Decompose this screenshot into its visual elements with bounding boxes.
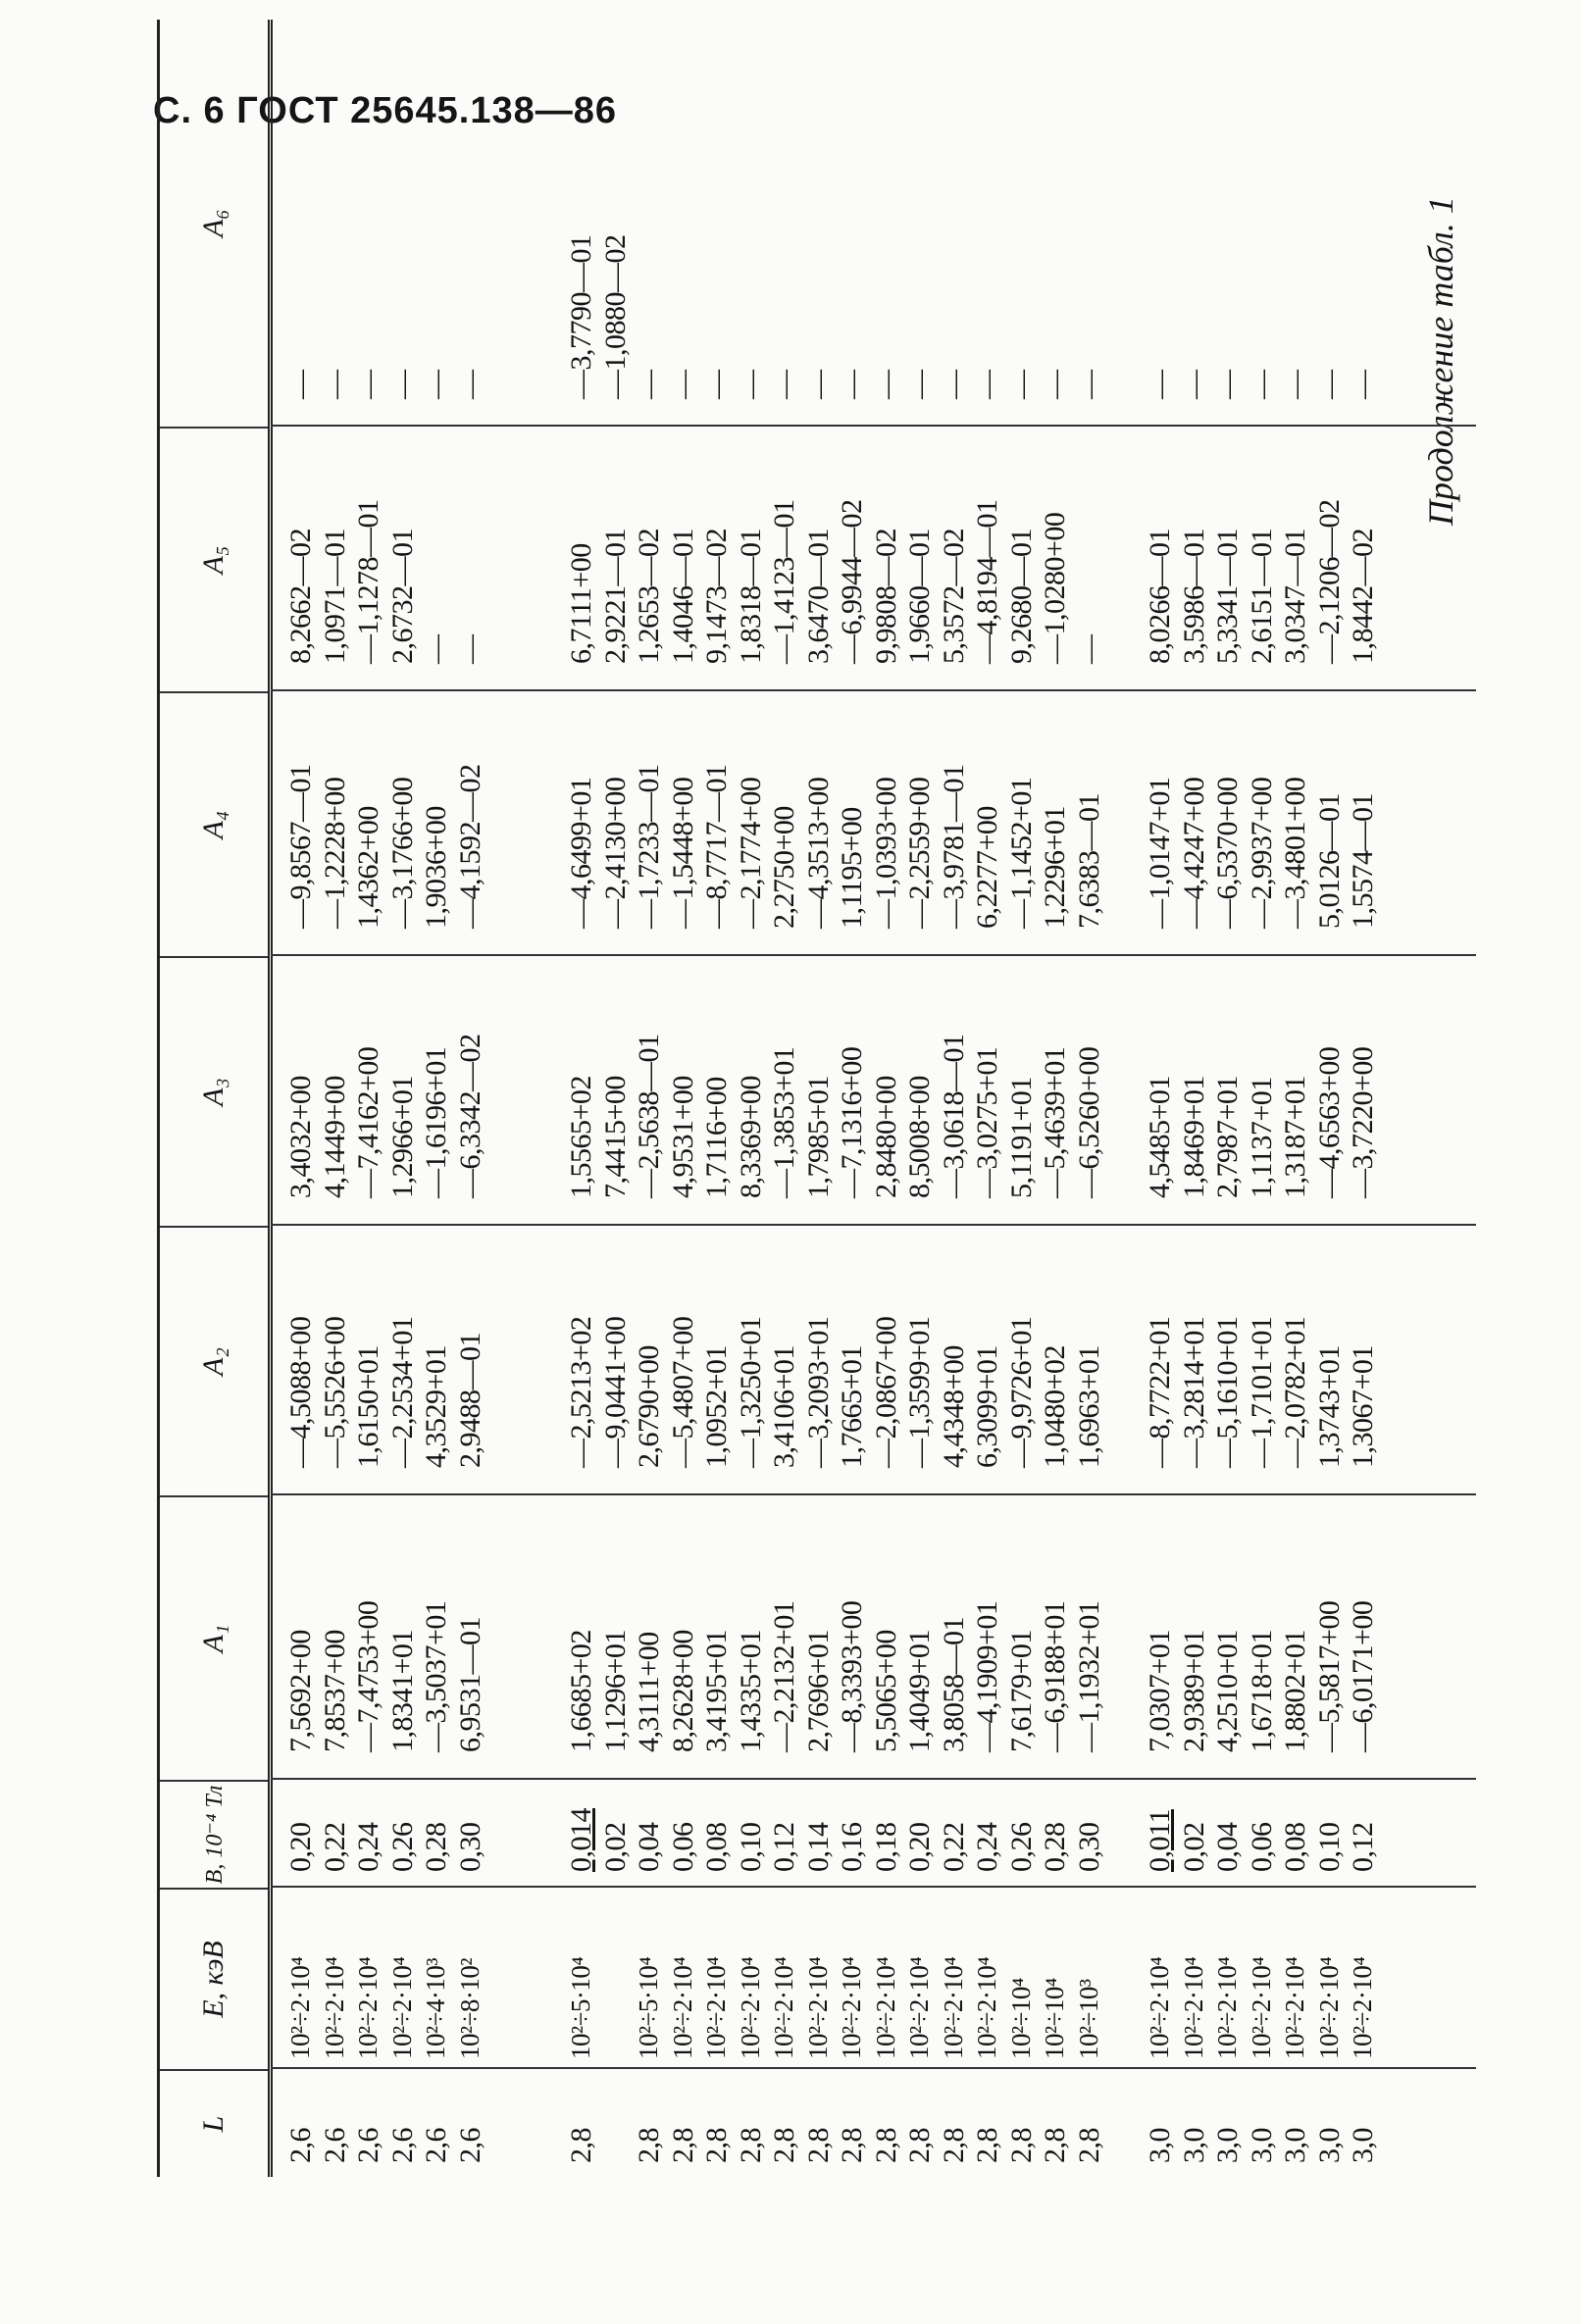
table-cell: 7,5692+00 [284,1630,317,1752]
table-cell: —4,3513+00 [801,777,835,929]
column-a3 [271,956,1476,1226]
table-cell: 0,06 [1245,1822,1278,1872]
table-cell: —4,1909+01 [971,1600,1003,1752]
column-e [271,1888,1476,2069]
table-cell: — [1177,370,1210,399]
table-cell: 1,9660—01 [903,529,936,664]
table-cell: 1,9036+00 [420,806,452,929]
table-cell: 2,6790+00 [633,1345,665,1468]
table-cell: —5,4639+01 [1039,1046,1071,1198]
table-cell: 0,14 [801,1822,835,1872]
table-cell: 9,9808—02 [869,529,902,664]
table-cell: 7,6179+01 [1004,1630,1038,1752]
table-cell: 1,1137+01 [1245,1077,1278,1198]
table-cell: —7,4162+00 [352,1046,384,1198]
table-cell: 1,4049+01 [903,1630,936,1752]
table-cell: — [700,370,733,399]
table-cell: 10²÷10⁴ [1005,1978,1036,2059]
table-cell: —6,0171+00 [1347,1600,1379,1752]
table-cell: — [1347,370,1379,399]
table-cell: 2,8 [801,2128,835,2163]
table-cell: —1,4123—01 [768,499,800,664]
table-cell: 0,18 [869,1822,902,1872]
column-divider [271,1224,1476,1226]
table-cell: 3,0 [1312,2128,1346,2163]
table-cell: —1,0393+00 [869,777,902,929]
table-cell: 8,2628+00 [666,1630,699,1752]
column-divider [271,1886,1476,1888]
table-cell: — [836,370,868,399]
table-cell: — [869,370,902,399]
table-cell: 7,6383—01 [1072,793,1105,929]
table-cell: 1,7116+00 [700,1077,733,1198]
table-cell: —2,0782+01 [1279,1316,1311,1468]
table-cell: 10²÷2·10⁴ [319,1956,349,2059]
table-cell: 1,2296+01 [1039,806,1071,929]
column-divider [271,425,1476,427]
table-cell: —3,7790—01 [565,234,597,399]
table-cell: 10²÷2·10⁴ [1348,1956,1377,2059]
table-cell: 10²÷2·10⁴ [735,1956,765,2059]
table-cell: 4,1449+00 [318,1076,351,1198]
table-cell: 3,5986—01 [1177,529,1210,664]
table-cell: 3,6470—01 [801,529,835,664]
table-cell: 1,4335+01 [734,1630,767,1752]
table-cell: —2,2534+01 [385,1316,419,1468]
table-cell: — [385,370,419,399]
table-cell: 7,8537+00 [318,1630,351,1752]
table-cell: 10²÷2·10⁴ [769,1956,798,2059]
table-cell: 10²÷2·10⁴ [1246,1956,1276,2059]
table-cell: 0,08 [700,1822,733,1872]
table-cell: —1,1932+01 [1072,1600,1105,1752]
table-cell: — [768,370,800,399]
table-cell: 1,8442—02 [1347,529,1379,664]
table-cell: — [453,370,486,399]
table-cell: 2,8 [666,2128,699,2163]
table-cell: —2,1774+00 [734,777,767,929]
table-cell: —2,2132+01 [768,1600,800,1752]
table-cell: —6,3342—02 [453,1034,486,1198]
table-cell: —3,2814+01 [1177,1316,1210,1468]
page-header: С. 6 ГОСТ 25645.138—86 [153,90,618,131]
table-cell: 8,2662—02 [284,529,317,664]
table-cell: 1,8469+01 [1177,1076,1210,1198]
header-A2: A₂ [160,1226,268,1495]
table-cell: 6,3099+01 [971,1345,1003,1468]
table-cell: 2,6 [453,2128,486,2163]
table-cell: — [801,370,835,399]
table-cell: 1,3067+01 [1347,1345,1379,1468]
table-cell: 10²÷2·10⁴ [701,1956,731,2059]
column-a4 [271,691,1476,956]
table-cell: —1,0280+00 [1039,512,1071,664]
table-cell: —1,6196+01 [420,1046,452,1198]
table-cell: 2,8 [734,2128,767,2163]
table-cell: 0,28 [1039,1822,1071,1872]
table-cell: 0,04 [1211,1822,1244,1872]
header-A4: A₄ [160,691,268,956]
table-cell: 2,7987+01 [1211,1076,1244,1198]
table-cell: 4,4348+00 [937,1345,970,1468]
table-cell: —2,4130+00 [598,777,632,929]
table-cell: — [971,370,1003,399]
table-cell: 0,011 [1144,1809,1176,1872]
table-cell: —5,5526+00 [318,1316,351,1468]
table-cell: —1,0880—02 [598,234,632,399]
table-cell: —7,1316+00 [836,1046,868,1198]
column-a6 [271,20,1476,427]
table-cell: 2,9488—01 [453,1333,486,1468]
table-cell: 2,7696+01 [801,1630,835,1752]
continuation-label: Продолжение табл. 1 [1421,196,1460,526]
table-cell: 1,7665+01 [836,1345,868,1468]
table-cell: 6,2277+00 [971,806,1003,929]
table-cell: 3,4106+01 [768,1345,800,1468]
table-cell: —1,2228+00 [318,777,351,929]
table-cell: —3,0618—01 [937,1034,970,1198]
table-cell: —5,1610+01 [1211,1316,1244,1468]
table-cell: —1,3599+01 [903,1316,936,1468]
table-cell: 10²÷2·10⁴ [1280,1956,1309,2059]
table-cell: —8,3393+00 [836,1600,868,1752]
table-cell: 2,8 [1004,2128,1038,2163]
table-cell: 10²÷2·10⁴ [802,1956,833,2059]
table-cell: 1,1195+00 [836,807,868,929]
table-cell: 9,1473—02 [700,529,733,664]
table-cell: —7,4753+00 [352,1600,384,1752]
table-cell: —5,4807+00 [666,1316,699,1468]
header-A3: A₃ [160,956,268,1226]
table-cell: 0,28 [420,1822,452,1872]
table-cell: 1,8341+01 [385,1630,419,1752]
table-cell: 1,6685+02 [565,1630,597,1752]
table-cell: 1,4046—01 [666,529,699,664]
table-cell: 2,6732—01 [385,529,419,664]
table-cell: 7,4415+00 [598,1076,632,1198]
table-cell: 10²÷2·10⁴ [904,1956,934,2059]
table-cell: 2,8 [937,2128,970,2163]
table-cell: 1,5574—01 [1347,793,1379,929]
table-cell: 5,3341—01 [1211,529,1244,664]
table-cell: 10²÷8·10² [454,1958,484,2059]
table-cell: —1,5448+00 [666,777,699,929]
table-cell: 8,0266—01 [1144,529,1176,664]
table-cell: 2,6151—01 [1245,529,1278,664]
table-cell: 1,6963+01 [1072,1345,1105,1468]
table-cell: 1,5565+02 [565,1076,597,1198]
table-cell: 10²÷2·10⁴ [1313,1956,1344,2059]
table-cell: 10²÷2·10⁴ [285,1956,315,2059]
table-cell: 4,5485+01 [1144,1076,1176,1198]
table-cell: 0,10 [1312,1822,1346,1872]
header-B: B, 10⁻⁴ Тл [160,1780,268,1888]
table-cell: 0,24 [971,1822,1003,1872]
table-cell: —3,4801+00 [1279,777,1311,929]
table-cell: —5,5817+00 [1312,1600,1346,1752]
table-cell: —1,7233—01 [633,764,665,929]
table-cell: — [453,634,486,664]
table-cell: 4,3111+00 [633,1632,665,1752]
table-cell: —8,7717—01 [700,764,733,929]
column-divider [271,1493,1476,1495]
table-cell: 10²÷2·10⁴ [1212,1956,1242,2059]
header-E: E, кэВ [160,1888,268,2069]
table-cell: 1,0952+01 [700,1345,733,1468]
table-cell: 7,0307+01 [1144,1630,1176,1752]
table-cell: —3,5037+01 [420,1600,452,1752]
table-cell: 10²÷2·10⁴ [938,1956,968,2059]
column-divider [271,1778,1476,1780]
table-cell: —8,7722+01 [1144,1316,1176,1468]
table-cell: 1,3743+01 [1312,1345,1346,1468]
table-cell: 0,16 [836,1822,868,1872]
table-cell: —4,8194—01 [971,499,1003,664]
table-cell: 8,5008+00 [903,1076,936,1198]
table-cell: —3,7220+00 [1347,1046,1379,1198]
table-cell: —3,1766+00 [385,777,419,929]
table-cell: —6,5370+00 [1211,777,1244,929]
table-cell: —3,9781—01 [937,764,970,929]
column-b [271,1780,1476,1888]
column-a2 [271,1226,1476,1495]
table-cell: 2,9389+01 [1177,1630,1210,1752]
table-cell: 0,30 [453,1822,486,1872]
table-cell: — [1072,634,1105,664]
table-cell: 2,8 [836,2128,868,2163]
table-cell: 1,0480+02 [1039,1345,1071,1468]
table-cell: — [633,370,665,399]
table-cell: 9,2680—01 [1004,529,1038,664]
table-cell: 3,4032+00 [284,1076,317,1198]
column-a5 [271,427,1476,691]
table-cell: 0,20 [284,1822,317,1872]
table-cell: 2,8 [700,2128,733,2163]
table-cell: 0,30 [1072,1822,1105,1872]
table-cell: 1,3187+01 [1279,1076,1311,1198]
table-cell: — [1211,370,1244,399]
table-cell: 1,8318—01 [734,529,767,664]
table-cell: —4,6499+01 [565,777,597,929]
header-A1: A₁ [160,1495,268,1780]
table-cell: — [666,370,699,399]
table-cell: 8,3369+00 [734,1076,767,1198]
table-cell: —1,3250+01 [734,1316,767,1468]
table-cell: 5,3572—02 [937,529,970,664]
table-cell: 0,06 [666,1822,699,1872]
table-cell: 2,6 [385,2128,419,2163]
table-cell: 2,8 [869,2128,902,2163]
table-cell: — [420,370,452,399]
table-cell: 3,0347—01 [1279,529,1311,664]
table-cell: 4,9531+00 [666,1076,699,1198]
table-cell: —6,9188+01 [1039,1600,1071,1752]
table-cell: 10²÷10⁴ [1040,1978,1069,2059]
table-cell: 0,24 [352,1822,384,1872]
table-cell: —9,0441+00 [598,1316,632,1468]
column-divider [271,2067,1476,2069]
table-cell: —4,4247+00 [1177,777,1210,929]
table-cell: — [1039,370,1071,399]
header-A6: A₆ [197,209,230,237]
table-cell: 4,3529+01 [420,1345,452,1468]
table-cell: —1,3853+01 [768,1046,800,1198]
table-cell: — [284,370,317,399]
table-header [157,20,273,2177]
table-cell: — [1144,370,1176,399]
table-cell: — [903,370,936,399]
table-cell: 2,8 [768,2128,800,2163]
table-cell: 2,8 [1072,2128,1105,2163]
table-cell: —3,0275+01 [971,1046,1003,1198]
table-cell: 0,26 [385,1822,419,1872]
table-cell: —4,6563+00 [1312,1046,1346,1198]
table-cell: 2,6 [352,2128,384,2163]
table-cell: —2,0867+00 [869,1316,902,1468]
table-cell: 2,8 [971,2128,1003,2163]
table-cell: 0,04 [633,1822,665,1872]
table-cell: — [1279,370,1311,399]
table-cell: 5,1191+01 [1004,1077,1038,1198]
table-cell: —2,5213+02 [565,1316,597,1468]
table-cell: — [1004,370,1038,399]
table-cell: —1,1278—01 [352,499,384,664]
table-cell: 3,4195+01 [700,1630,733,1752]
table-cell: 3,0 [1347,2128,1379,2163]
table-cell: 1,1296+01 [598,1630,632,1752]
table-cell: — [352,370,384,399]
table-cell: — [1072,370,1105,399]
table-cell: 0,20 [903,1822,936,1872]
table-cell: 10²÷5·10⁴ [566,1956,595,2059]
table-cell: —6,5260+00 [1072,1046,1105,1198]
table-cell: 10²÷2·10⁴ [667,1956,697,2059]
table-cell: —2,1206—02 [1312,499,1346,664]
table-cell: 10²÷2·10⁴ [1145,1956,1174,2059]
table-cell: 0,22 [318,1822,351,1872]
table-cell: 1,4362+00 [352,806,384,929]
table-cell: 3,0 [1245,2128,1278,2163]
table-cell: 10²÷2·10⁴ [837,1956,866,2059]
table-cell: 2,9221—01 [598,529,632,664]
table-cell: 0,02 [1177,1822,1210,1872]
table-cell: 6,7111+00 [565,543,597,664]
table-cell: 1,2653—02 [633,529,665,664]
table-cell: —1,1452+01 [1004,777,1038,929]
table-cell: 10²÷4·10³ [421,1958,450,2059]
table-cell: —1,7101+01 [1245,1316,1278,1468]
table-cell: —2,2559+00 [903,777,936,929]
table-body [271,20,1476,2177]
table-cell: 10²÷2·10⁴ [1178,1956,1208,2059]
table-cell: 0,26 [1004,1822,1038,1872]
table-cell: —4,5088+00 [284,1316,317,1468]
table-cell: — [1245,370,1278,399]
column-l [271,2069,1476,2177]
table-cell: 1,2966+01 [385,1076,419,1198]
table-cell: 3,0 [1279,2128,1311,2163]
table-cell: 10²÷2·10⁴ [386,1956,417,2059]
table-cell: —3,2093+01 [801,1316,835,1468]
table-cell: —4,1592—02 [453,764,486,929]
table-cell: 2,2750+00 [768,806,800,929]
column-divider [271,689,1476,691]
table-cell: 2,6 [318,2128,351,2163]
table-cell: — [937,370,970,399]
table-cell: 1,0971—01 [318,529,351,664]
table-cell: 0,12 [768,1822,800,1872]
table-cell: 2,6 [420,2128,452,2163]
table-cell: 0,12 [1347,1822,1379,1872]
table-cell: 2,8 [1039,2128,1071,2163]
table-cell: 2,8 [633,2128,665,2163]
table-cell: 10²÷5·10⁴ [634,1956,663,2059]
table-cell: — [318,370,351,399]
table-cell: —9,9726+01 [1004,1316,1038,1468]
table-cell: 0,08 [1279,1822,1311,1872]
table-cell: 0,014 [565,1808,597,1872]
table-cell: 3,8058—01 [937,1617,970,1752]
column-a1 [271,1495,1476,1780]
header-L: L [160,2069,268,2177]
table-cell: 1,7985+01 [801,1076,835,1198]
table-cell: 2,8 [565,2128,597,2163]
table-cell: —2,5638—01 [633,1034,665,1198]
table-cell: 10²÷2·10⁴ [972,1956,1001,2059]
table-cell: 10²÷2·10⁴ [353,1956,382,2059]
table-cell: —2,9937+00 [1245,777,1278,929]
table-cell: — [734,370,767,399]
table-cell: —6,9944—02 [836,499,868,664]
table-cell: 10²÷2·10⁴ [870,1956,900,2059]
table-cell: 0,22 [937,1822,970,1872]
table-cell: 5,0126—01 [1312,793,1346,929]
table-cell: 1,6718+01 [1245,1630,1278,1752]
table-cell: 5,5065+00 [869,1630,902,1752]
header-A5: A₅ [160,427,268,691]
table-cell: 10²÷10³ [1073,1979,1103,2059]
data-table [157,20,1476,2177]
table-cell: — [420,634,452,664]
table-cell: 2,6 [284,2128,317,2163]
table-cell: 4,2510+01 [1211,1630,1244,1752]
table-cell: 0,02 [598,1822,632,1872]
table-cell: 2,8480+00 [869,1076,902,1198]
table-cell: 1,6150+01 [352,1345,384,1468]
table-cell: 2,8 [903,2128,936,2163]
table-cell: 0,10 [734,1822,767,1872]
table-cell: 3,0 [1144,2128,1176,2163]
table-cell: —9,8567—01 [284,764,317,929]
table-cell: —1,0147+01 [1144,777,1176,929]
table-cell: 1,8802+01 [1279,1630,1311,1752]
table-cell: 3,0 [1211,2128,1244,2163]
column-divider [271,954,1476,956]
table-cell: — [1312,370,1346,399]
table-cell: 6,9531—01 [453,1617,486,1752]
table-cell: 3,0 [1177,2128,1210,2163]
